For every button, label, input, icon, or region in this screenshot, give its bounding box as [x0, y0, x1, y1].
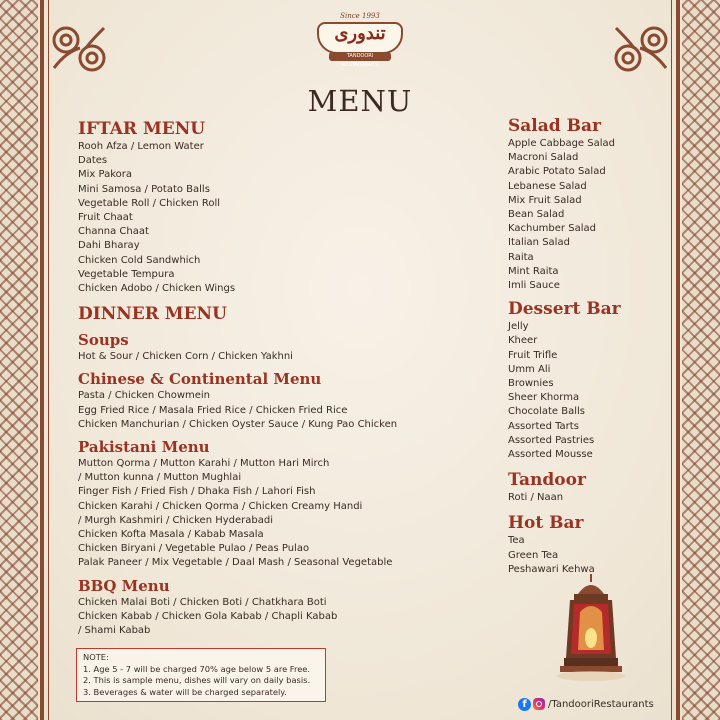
menu-item: Sheer Khorma — [508, 392, 580, 404]
salad-list — [508, 137, 678, 293]
menu-item: / Mutton kunna / Mutton Mughlai — [78, 472, 242, 484]
subsection-heading: Soups — [78, 331, 129, 350]
facebook-icon[interactable]: f — [518, 698, 531, 711]
right-ornamental-border — [682, 0, 720, 720]
menu-item: Dahi Bharay — [78, 240, 140, 252]
section-heading: Dessert Bar — [508, 299, 621, 320]
logo-script: تندوری — [334, 23, 386, 44]
left-ornamental-border — [0, 0, 38, 720]
page-title: MENU — [307, 84, 413, 118]
menu-item: Umm Ali — [508, 363, 551, 375]
menu-item: Finger Fish / Fried Fish / Dhaka Fish / Lahori Fish — [78, 486, 316, 498]
menu-item: Lebanese Salad — [508, 180, 587, 192]
menu-item: 3. Beverages & water will be charged separately. — [83, 686, 287, 697]
note-lines — [83, 664, 319, 699]
iftar-list — [78, 140, 478, 296]
left-column — [78, 118, 478, 638]
menu-item: Assorted Mousse — [508, 449, 593, 461]
menu-item: Chicken Malai Boti / Chicken Boti / Chatkhara Boti — [78, 596, 327, 608]
menu-item: Chicken Kofta Masala / Kabab Masala — [78, 529, 264, 541]
logo-since: Since 1993 — [340, 12, 380, 20]
section-heading: Tandoor — [508, 470, 586, 491]
tandoor-list — [508, 491, 678, 505]
menu-item: Imli Sauce — [508, 280, 560, 292]
menu-item: Mix Fruit Salad — [508, 194, 582, 206]
section-heading: Salad Bar — [508, 116, 601, 136]
menu-item: Roti / Naan — [508, 492, 564, 504]
menu-item: Chicken Biryani / Vegetable Pulao / Peas Pulao — [78, 543, 310, 555]
note-box — [76, 648, 326, 702]
restaurant-logo — [311, 12, 409, 68]
right-column — [508, 115, 678, 577]
corner-ornament-icon — [46, 18, 116, 78]
instagram-icon[interactable] — [533, 698, 545, 710]
menu-item: Peshawari Kehwa — [508, 563, 595, 575]
menu-item: Apple Cabbage Salad — [508, 138, 615, 149]
menu-item: Kachumber Salad — [508, 223, 596, 235]
menu-item: Jelly — [508, 321, 529, 333]
menu-item: Kheer — [508, 335, 538, 347]
menu-item: Dates — [78, 155, 108, 167]
menu-item: / Murgh Kashmiri / Chicken Hyderabadi — [78, 514, 273, 526]
menu-item: Assorted Pastries — [508, 434, 595, 446]
menu-item: Chicken Adobo / Chicken Wings — [78, 283, 236, 295]
menu-item: Vegetable Tempura — [78, 268, 175, 280]
menu-item: Fruit Trifle — [508, 349, 558, 361]
social-handle-text: /TandooriRestaurants — [548, 698, 654, 710]
menu-item: Mini Samosa / Potato Balls — [78, 183, 210, 195]
border-line — [48, 0, 49, 720]
menu-item: Vegetable Roll / Chicken Roll — [78, 197, 220, 209]
menu-item: Raita — [508, 251, 534, 263]
menu-item: Tea — [508, 535, 525, 547]
subsection-heading: Chinese & Continental Menu — [78, 370, 322, 389]
menu-item: Italian Salad — [508, 237, 570, 249]
menu-item: Palak Paneer / Mix Vegetable / Daal Mash / Seasonal Vegetable — [78, 557, 393, 569]
hotbar-list — [508, 534, 678, 577]
logo-subtitle: TANDOORI RESTAURANTS — [329, 52, 391, 61]
menu-item: 1. Age 5 - 7 will be charged 70% age below 5 are Free. — [83, 663, 311, 674]
note-label: NOTE: — [83, 652, 109, 662]
menu-item: Mint Raita — [508, 265, 559, 277]
social-handle[interactable] — [518, 696, 654, 712]
chinese-list — [78, 389, 478, 432]
section-heading: IFTAR MENU — [78, 119, 206, 139]
menu-item: Rooh Afza / Lemon Water — [78, 141, 204, 152]
menu-item: Mix Pakora — [78, 169, 133, 181]
corner-ornament-icon — [604, 18, 674, 78]
border-line — [40, 0, 44, 720]
subsection-heading: Pakistani Menu — [78, 438, 210, 457]
pakistani-list — [78, 457, 478, 571]
section-heading: DINNER MENU — [78, 304, 227, 325]
menu-item: Fruit Chaat — [78, 212, 133, 224]
menu-item: Green Tea — [508, 549, 559, 561]
menu-item: Hot & Sour / Chicken Corn / Chicken Yakhni — [78, 351, 293, 363]
menu-item: Brownies — [508, 378, 554, 390]
menu-item: Pasta / Chicken Chowmein — [78, 390, 211, 402]
menu-item: Channa Chaat — [78, 226, 149, 238]
menu-item: Assorted Tarts — [508, 420, 579, 432]
menu-item: Arabic Potato Salad — [508, 166, 606, 178]
menu-item: Bean Salad — [508, 209, 565, 221]
dessert-list — [508, 320, 678, 462]
menu-item: Chicken Cold Sandwhich — [78, 254, 201, 266]
menu-item: / Shami Kabab — [78, 625, 151, 637]
menu-item: Macroni Salad — [508, 152, 579, 164]
menu-item: Chocolate Balls — [508, 406, 585, 418]
menu-item: Egg Fried Rice / Masala Fried Rice / Chicken Fried Rice — [78, 404, 348, 416]
bbq-list — [78, 596, 478, 639]
subsection-heading: BBQ Menu — [78, 576, 170, 595]
menu-item: 2. This is sample menu, dishes will vary on daily basis. — [83, 675, 311, 685]
section-heading: Hot Bar — [508, 513, 584, 534]
menu-item: Chicken Kabab / Chicken Gola Kabab / Chapli Kabab — [78, 610, 338, 622]
menu-item: Chicken Manchurian / Chicken Oyster Sauce / Kung Pao Chicken — [78, 418, 398, 430]
menu-item: Chicken Karahi / Chicken Qorma / Chicken Creamy Handi — [78, 500, 363, 512]
soups-list — [78, 350, 478, 364]
lantern-icon — [556, 572, 626, 684]
menu-item: Mutton Qorma / Mutton Karahi / Mutton Hari Mirch — [78, 458, 330, 470]
